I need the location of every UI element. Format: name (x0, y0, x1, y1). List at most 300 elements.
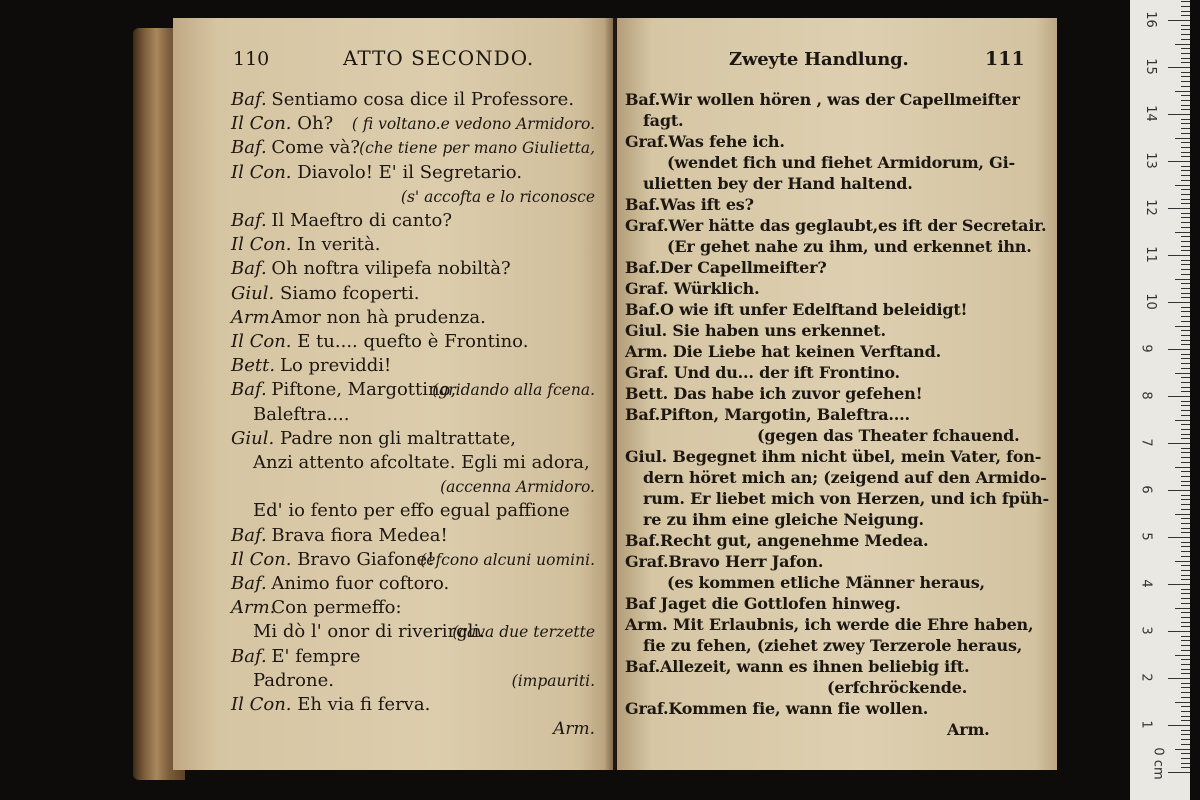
stage-direction: (s' accofta e lo riconosce (400, 187, 595, 206)
ruler-tick (1181, 556, 1190, 557)
ruler-tick (1181, 598, 1190, 599)
ruler-tick (1181, 640, 1190, 641)
ruler-tick (1181, 711, 1190, 712)
ruler-tick (1181, 650, 1190, 651)
ruler-tick (1175, 185, 1190, 186)
speaker-name: Il Con. (231, 548, 292, 570)
ruler-tick (1181, 612, 1190, 613)
script-line (173, 114, 603, 136)
ruler-tick (1181, 48, 1190, 49)
ruler-tick (1181, 532, 1190, 533)
speaker-name: Il Con. (231, 331, 292, 352)
ruler-tick (1181, 344, 1190, 345)
ruler-tick (1181, 15, 1190, 16)
ruler-tick (1175, 749, 1190, 750)
ruler-tick (1181, 518, 1190, 519)
ruler-tick (1181, 72, 1190, 73)
speaker-name: Il Con. (231, 161, 292, 183)
speaker-name: Baf. (231, 645, 267, 667)
stage-direction: (Er gehet nahe zu ihm, und erkennet ihn. (667, 237, 1032, 256)
script-line (173, 284, 603, 306)
ruler-tick (1168, 161, 1190, 162)
ruler-tick (1168, 584, 1190, 585)
ruler-tick (1181, 504, 1190, 505)
ruler-tick (1181, 147, 1190, 148)
script-line (173, 429, 603, 451)
ruler-tick (1181, 11, 1190, 12)
ruler-tick (1181, 706, 1190, 707)
ruler-tick (1181, 170, 1190, 171)
ruler-tick (1175, 655, 1190, 656)
ruler-tick (1181, 438, 1190, 439)
dialogue-line: Baf.Wir wollen hören , was der Capellmeifter (625, 90, 1020, 109)
dialogue-line: Baf.Pifton, Margotin, Baleftra.... (625, 405, 910, 424)
ruler-number: 16 (1142, 11, 1158, 28)
ruler-tick (1168, 772, 1190, 773)
ruler-tick (1181, 720, 1190, 721)
ruler-tick (1181, 645, 1190, 646)
script-line (173, 550, 603, 572)
ruler-tick (1175, 44, 1190, 45)
ruler-tick (1175, 373, 1190, 374)
script-line (173, 332, 603, 354)
ruler-number: 3 (1138, 626, 1154, 635)
ruler-tick (1168, 443, 1190, 444)
stage-direction: (efcono alcuni uomini. (420, 550, 595, 569)
ruler-tick (1181, 636, 1190, 637)
script-line (173, 477, 603, 499)
ruler-tick (1175, 467, 1190, 468)
ruler-tick (1181, 730, 1190, 731)
dialogue-text: Oh noftra vilipefa nobiltà? (271, 258, 511, 280)
ruler-tick (1168, 20, 1190, 21)
ruler-tick (1181, 542, 1190, 543)
ruler-tick (1181, 495, 1190, 496)
ruler-tick (1181, 509, 1190, 510)
ruler-tick (1175, 138, 1190, 139)
ruler-tick (1168, 208, 1190, 209)
ruler-tick (1181, 199, 1190, 200)
speaker-name: Il Con. (231, 113, 292, 135)
ruler-number: 14 (1142, 105, 1158, 122)
ruler-tick (1181, 763, 1190, 764)
ruler-tick (1181, 222, 1190, 223)
speaker-name: Baf. (231, 89, 267, 110)
ruler-number: 4 (1138, 579, 1154, 588)
stage-direction: (impauriti. (511, 671, 595, 690)
speaker-name: Baf. (231, 379, 267, 401)
script-line (173, 405, 603, 427)
script-line (173, 163, 603, 185)
ruler-tick (1181, 297, 1190, 298)
dialogue-line: fagt. (643, 111, 684, 130)
stage-direction: (che tiene per mano Giulietta, (359, 139, 595, 158)
dialogue-text: Animo fuor coftoro. (271, 573, 450, 594)
dialogue-line: Graf.Wer hätte das geglaubt,es ift der Secretair. (625, 216, 1047, 235)
script-line (173, 211, 603, 233)
ruler-tick (1175, 232, 1190, 233)
dialogue-line: ulietten bey der Hand haltend. (643, 174, 913, 193)
dialogue-text: Baleftra.... (253, 403, 350, 425)
ruler-number: 2 (1138, 673, 1154, 682)
ruler-number: 6 (1138, 485, 1154, 494)
ruler-tick (1168, 537, 1190, 538)
dialogue-text: Padrone. (253, 669, 334, 691)
ruler-tick (1181, 391, 1190, 392)
ruler-tick (1181, 734, 1190, 735)
ruler-tick (1181, 448, 1190, 449)
ruler-tick (1181, 166, 1190, 167)
ruler-tick (1175, 702, 1190, 703)
dialogue-text: E' fempre (271, 645, 361, 667)
ruler-tick (1175, 279, 1190, 280)
stage-direction: Arm. (553, 719, 595, 740)
speaker-name: Il Con. (231, 694, 292, 715)
dialogue-line: Graf. Würklich. (625, 279, 760, 298)
ruler-tick (1181, 180, 1190, 181)
ruler-tick (1181, 133, 1190, 134)
dialogue-line: Graf. Und du... der ift Frontino. (625, 363, 900, 382)
ruler-tick (1181, 203, 1190, 204)
ruler-tick (1181, 274, 1190, 275)
ruler-tick (1181, 471, 1190, 472)
ruler-tick (1181, 401, 1190, 402)
script-line (173, 453, 603, 475)
ruler-tick (1168, 255, 1190, 256)
speaker-name: Bett. (231, 355, 276, 377)
ruler-tick (1181, 692, 1190, 693)
ruler-tick (1181, 405, 1190, 406)
ruler-tick (1181, 156, 1190, 157)
dialogue-text: Bravo Giafone! (297, 548, 435, 570)
ruler-tick (1181, 744, 1190, 745)
ruler-tick (1168, 678, 1190, 679)
ruler-tick (1168, 631, 1190, 632)
dialogue-text: Diavolo! E' il Segretario. (297, 161, 523, 183)
ruler-tick (1175, 561, 1190, 562)
ruler-tick (1181, 76, 1190, 77)
ruler-tick (1181, 330, 1190, 331)
ruler-tick (1181, 105, 1190, 106)
script-line (173, 380, 603, 402)
ruler-tick (1181, 697, 1190, 698)
ruler-tick (1181, 739, 1190, 740)
ruler-tick (1181, 246, 1190, 247)
ruler-tick (1181, 293, 1190, 294)
ruler-tick (1181, 175, 1190, 176)
ruler-tick (1181, 340, 1190, 341)
dialogue-text: Amor non hà prudenza. (271, 306, 486, 328)
dialogue-line: Giul. Sie haben uns erkennet. (625, 321, 886, 340)
ruler-tick (1181, 307, 1190, 308)
stage-direction: (gridando alla fcena. (432, 381, 595, 400)
ruler-tick (1181, 579, 1190, 580)
script-line (173, 622, 603, 644)
ruler-tick (1181, 119, 1190, 120)
ruler-tick (1181, 58, 1190, 59)
stage-direction: (gegen das Theater fchauend. (757, 426, 1020, 445)
ruler-tick (1181, 95, 1190, 96)
dialogue-line: Graf.Kommen fie, wann fie wollen. (625, 699, 929, 718)
ruler-tick (1181, 669, 1190, 670)
ruler-tick (1175, 514, 1190, 515)
ruler-tick (1181, 269, 1190, 270)
ruler-tick (1175, 608, 1190, 609)
ruler-tick (1181, 25, 1190, 26)
ruler-tick (1181, 128, 1190, 129)
ruler-tick (1181, 236, 1190, 237)
ruler-tick (1181, 429, 1190, 430)
ruler-tick (1181, 551, 1190, 552)
ruler-tick (1181, 626, 1190, 627)
dialogue-text: Sentiamo cosa dice il Professore. (271, 89, 575, 110)
ruler-tick (1181, 410, 1190, 411)
ruler-tick (1181, 358, 1190, 359)
ruler-tick (1181, 523, 1190, 524)
script-line (173, 671, 603, 693)
ruler-tick (1181, 283, 1190, 284)
left-page-number: 110 (233, 48, 270, 70)
ruler-tick (1181, 53, 1190, 54)
dialogue-line: Baf.Der Capellmeifter? (625, 258, 827, 277)
ruler-tick (1181, 152, 1190, 153)
ruler-tick (1181, 29, 1190, 30)
ruler-tick (1181, 476, 1190, 477)
ruler-tick (1168, 490, 1190, 491)
ruler-tick (1181, 81, 1190, 82)
dialogue-text: Oh? (297, 113, 334, 135)
ruler-number: 1 (1138, 720, 1154, 729)
dialogue-line: Graf.Bravo Herr Jafon. (625, 552, 824, 571)
ruler-tick (1181, 241, 1190, 242)
ruler-tick (1168, 114, 1190, 115)
left-running-title: ATTO SECONDO. (343, 46, 535, 70)
ruler-tick (1168, 349, 1190, 350)
ruler-tick (1181, 194, 1190, 195)
measuring-ruler (1130, 0, 1190, 800)
dialogue-line: Baf.Was ift es? (625, 195, 754, 214)
speaker-name: Arm. (231, 306, 276, 328)
ruler-tick (1181, 452, 1190, 453)
ruler-tick (1181, 593, 1190, 594)
stage-direction: ( fi voltano.e vedono Armidoro. (351, 115, 595, 134)
dialogue-line: Baf Jaget die Gottlofen hinweg. (625, 594, 901, 613)
speaker-name: Giul. (231, 282, 275, 304)
ruler-number: 9 (1138, 344, 1154, 353)
ruler-tick (1181, 622, 1190, 623)
ruler-tick (1181, 227, 1190, 228)
dialogue-line: fie zu fehen, (ziehet zwey Terzerole heraus, (643, 636, 1023, 655)
dialogue-text: In verità. (297, 234, 381, 256)
ruler-tick (1175, 326, 1190, 327)
right-page-number: 111 (985, 48, 1025, 70)
script-line (173, 647, 603, 669)
ruler-tick (1181, 546, 1190, 547)
dialogue-text: E tu.... quefto è Frontino. (297, 331, 529, 352)
ruler-tick (1181, 528, 1190, 529)
ruler-tick (1181, 603, 1190, 604)
dialogue-line: Baf.Recht gut, angenehme Medea. (625, 531, 929, 550)
script-line (173, 598, 603, 620)
dialogue-line: Arm. Die Liebe hat keinen Verftand. (625, 342, 941, 361)
ruler-tick (1168, 396, 1190, 397)
ruler-tick (1181, 687, 1190, 688)
ruler-tick (1181, 434, 1190, 435)
script-line (173, 90, 603, 112)
speaker-name: Baf. (231, 573, 267, 594)
ruler-tick (1181, 250, 1190, 251)
script-line (173, 695, 603, 717)
ruler-tick (1181, 1, 1190, 2)
ruler-number: 8 (1138, 391, 1154, 400)
ruler-tick (1181, 499, 1190, 500)
right-page (617, 18, 1057, 770)
dialogue-line: re zu ihm eine gleiche Neigung. (643, 510, 924, 529)
stage-direction: (es kommen etliche Männer heraus, (667, 573, 985, 592)
ruler-tick (1181, 363, 1190, 364)
ruler-tick (1181, 659, 1190, 660)
speaker-name: Arm. (231, 597, 276, 619)
ruler-tick (1181, 589, 1190, 590)
ruler-tick (1181, 565, 1190, 566)
ruler-tick (1181, 753, 1190, 754)
ruler-tick (1181, 570, 1190, 571)
right-running-title: Zweyte Handlung. (729, 49, 909, 70)
ruler-tick (1181, 457, 1190, 458)
dialogue-text: Anzi attento afcoltate. Egli mi adora, (253, 452, 590, 473)
script-line (173, 501, 603, 523)
ruler-tick (1181, 767, 1190, 768)
stage-direction: (wendet fich und fiehet Armidorum, Gi- (667, 153, 1015, 172)
ruler-tick (1181, 664, 1190, 665)
stage-direction: (cava due terzette (452, 623, 595, 642)
ruler-tick (1181, 311, 1190, 312)
script-line (173, 308, 603, 330)
ruler-tick (1181, 142, 1190, 143)
script-line (173, 574, 603, 596)
ruler-tick (1181, 683, 1190, 684)
dialogue-text: Brava fiora Medea! (271, 524, 448, 546)
stage-direction: (accenna Armidoro. (440, 478, 595, 497)
dialogue-text: Lo previddi! (280, 355, 392, 377)
ruler-tick (1181, 424, 1190, 425)
ruler-tick (1175, 91, 1190, 92)
ruler-tick (1181, 335, 1190, 336)
ruler-tick (1181, 575, 1190, 576)
script-line (173, 235, 603, 257)
speaker-name: Giul. (231, 427, 275, 449)
ruler-tick (1181, 123, 1190, 124)
ruler-tick (1181, 368, 1190, 369)
dialogue-line: Arm. (947, 720, 990, 739)
speaker-name: Baf. (231, 258, 267, 280)
stage-direction: (erfchröckende. (827, 678, 968, 697)
ruler-tick (1181, 415, 1190, 416)
dialogue-line: Baf.O wie ift unfer Edelftand beleidigt! (625, 300, 968, 319)
ruler-tick (1181, 100, 1190, 101)
script-line (173, 719, 603, 741)
script-line (173, 356, 603, 378)
ruler-tick (1168, 302, 1190, 303)
dialogue-line: dern höret mich an; (zeigend auf den Armido- (643, 468, 1047, 487)
script-line (173, 187, 603, 209)
ruler-number: 11 (1142, 246, 1158, 263)
speaker-name: Baf. (231, 137, 267, 159)
ruler-number: 12 (1142, 199, 1158, 216)
ruler-tick (1181, 387, 1190, 388)
ruler-number: 5 (1138, 532, 1154, 541)
ruler-tick (1181, 217, 1190, 218)
speaker-name: Baf. (231, 210, 267, 231)
ruler-tick (1181, 6, 1190, 7)
ruler-tick (1181, 321, 1190, 322)
dialogue-line: Baf.Allezeit, wann es ihnen beliebig ift. (625, 657, 970, 676)
ruler-tick (1168, 67, 1190, 68)
dialogue-text: Eh via fi ferva. (297, 694, 431, 715)
dialogue-text: Ed' io fento per effo egual paffione (253, 500, 570, 522)
ruler-number: 15 (1142, 58, 1158, 75)
ruler-unit-label: 0 cm (1150, 747, 1166, 780)
speaker-name: Baf. (231, 524, 267, 546)
ruler-tick (1181, 485, 1190, 486)
ruler-tick (1181, 260, 1190, 261)
script-line (173, 259, 603, 281)
dialogue-line: Giul. Begegnet ihm nicht übel, mein Vater, fon- (625, 447, 1042, 466)
dialogue-line: Arm. Mit Erlaubnis, ich werde die Ehre haben, (625, 615, 1034, 634)
ruler-tick (1181, 109, 1190, 110)
ruler-tick (1181, 673, 1190, 674)
speaker-name: Il Con. (231, 234, 292, 256)
script-line (173, 138, 603, 160)
ruler-tick (1181, 288, 1190, 289)
ruler-tick (1181, 39, 1190, 40)
dialogue-line: rum. Er liebet mich von Herzen, und ich fpüh- (643, 489, 1049, 508)
script-line (173, 526, 603, 548)
ruler-tick (1168, 725, 1190, 726)
dialogue-line: Graf.Was fehe ich. (625, 132, 785, 151)
ruler-number: 10 (1142, 293, 1158, 310)
ruler-number: 7 (1138, 438, 1154, 447)
ruler-tick (1175, 420, 1190, 421)
ruler-tick (1181, 481, 1190, 482)
dialogue-text: Siamo fcoperti. (280, 282, 420, 304)
ruler-tick (1181, 354, 1190, 355)
ruler-tick (1181, 62, 1190, 63)
ruler-tick (1181, 34, 1190, 35)
ruler-tick (1181, 264, 1190, 265)
ruler-tick (1181, 377, 1190, 378)
ruler-tick (1181, 758, 1190, 759)
dialogue-text: Con permeffo: (271, 597, 402, 619)
ruler-tick (1181, 617, 1190, 618)
dialogue-text: Il Maeftro di canto? (271, 210, 452, 231)
ruler-tick (1181, 86, 1190, 87)
open-book (133, 18, 1063, 778)
ruler-tick (1181, 462, 1190, 463)
dialogue-text: Piftone, Margottino, (271, 379, 457, 401)
ruler-tick (1181, 382, 1190, 383)
left-page (173, 18, 613, 770)
ruler-tick (1181, 189, 1190, 190)
ruler-tick (1181, 716, 1190, 717)
ruler-tick (1181, 213, 1190, 214)
dialogue-text: Come và? (271, 137, 360, 159)
dialogue-line: Bett. Das habe ich zuvor gefehen! (625, 384, 923, 403)
dialogue-text: Padre non gli maltrattate, (280, 427, 516, 449)
ruler-tick (1181, 316, 1190, 317)
dialogue-text: Mi dò l' onor di riverirgli. (253, 621, 485, 643)
ruler-number: 13 (1142, 152, 1158, 169)
